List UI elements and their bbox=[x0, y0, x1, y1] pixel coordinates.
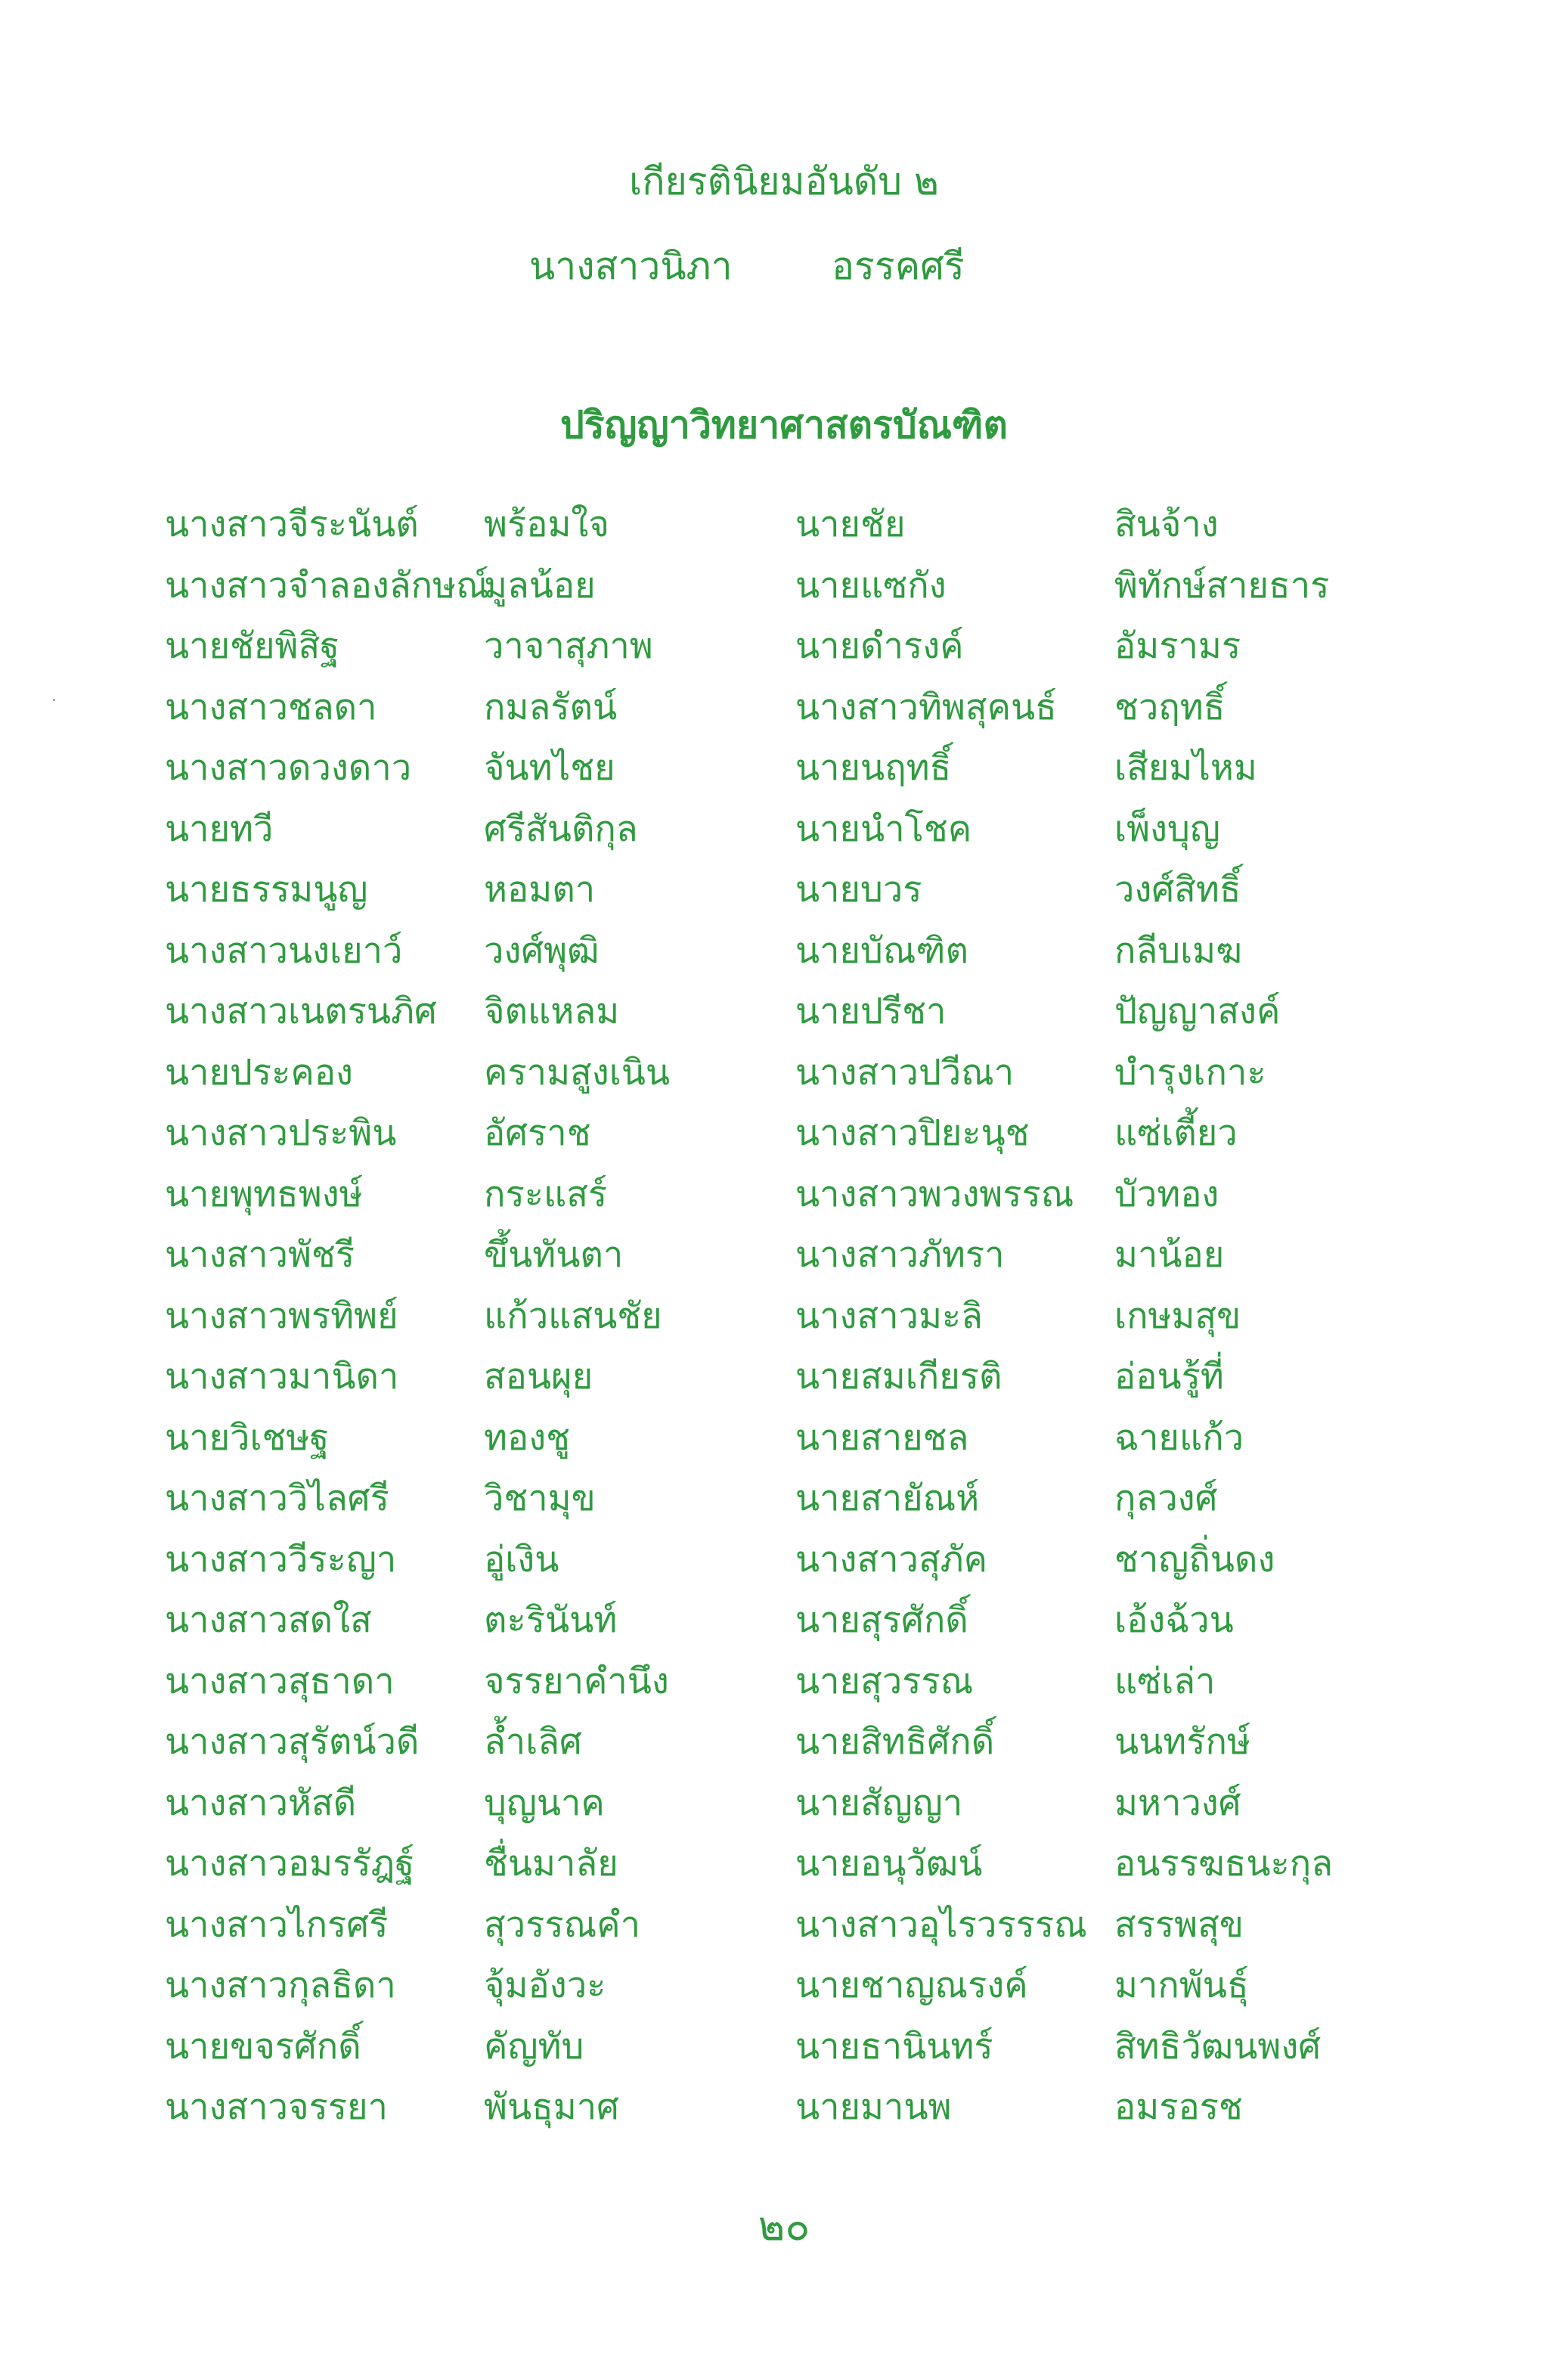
graduate-first-name-right: นางสาวภัทรา bbox=[795, 1234, 1005, 1276]
graduate-row bbox=[0, 1963, 1568, 2024]
graduate-first-name-right: นายมานพ bbox=[795, 2086, 952, 2128]
graduate-first-name-right: นายบวร bbox=[795, 869, 922, 910]
graduate-first-name-right: นายสุรศักดิ์ bbox=[795, 1599, 968, 1641]
graduate-row bbox=[0, 989, 1568, 1050]
graduate-last-name-right: เอ้งฉ้วน bbox=[1114, 1599, 1234, 1641]
graduate-first-name-left: นางสาวเนตรนภิศ bbox=[165, 991, 437, 1032]
graduate-row bbox=[0, 1354, 1568, 1416]
graduate-last-name-right: แซ่เล่า bbox=[1114, 1660, 1216, 1702]
graduate-first-name-right: นายสมเกียรติ bbox=[795, 1356, 1002, 1397]
graduate-last-name-right: บัวทอง bbox=[1114, 1173, 1219, 1215]
graduate-last-name-left: สอนผุย bbox=[484, 1356, 593, 1397]
graduate-row bbox=[0, 2085, 1568, 2146]
graduate-first-name-right: นางสาวปิยะนุช bbox=[795, 1112, 1030, 1154]
graduate-row bbox=[0, 807, 1568, 868]
graduate-last-name-left: ขึ้นทันตา bbox=[484, 1234, 624, 1276]
graduate-row bbox=[0, 1416, 1568, 1477]
graduate-first-name-right: นายธานินทร์ bbox=[795, 2025, 993, 2067]
graduate-first-name-left: นางสาววิไลศรี bbox=[165, 1478, 389, 1519]
graduate-first-name-right: นายสิทธิศักดิ์ bbox=[795, 1721, 995, 1763]
graduate-last-name-right: แซ่เตี้ยว bbox=[1114, 1112, 1238, 1154]
graduate-last-name-left: จรรยาคำนึง bbox=[484, 1660, 669, 1702]
graduate-first-name-right: นายนำโชค bbox=[795, 808, 972, 850]
graduate-first-name-left: นายธรรมนูญ bbox=[165, 869, 368, 910]
graduate-first-name-right: นายนฤทธิ์ bbox=[795, 747, 952, 789]
graduate-first-name-right: นายดำรงค์ bbox=[795, 625, 964, 667]
graduate-first-name-left: นางสาวกุลธิดา bbox=[165, 1965, 396, 2006]
graduate-first-name-right: นางสาวสุภัค bbox=[795, 1538, 988, 1580]
graduate-row bbox=[0, 685, 1568, 746]
graduate-last-name-left: ล้ำเลิศ bbox=[484, 1721, 582, 1763]
graduate-last-name-right: อมรอรช bbox=[1114, 2086, 1243, 2128]
graduate-last-name-left: จันทไชย bbox=[484, 747, 615, 789]
graduate-last-name-right: สรรพสุข bbox=[1114, 1903, 1244, 1946]
graduate-row bbox=[0, 746, 1568, 807]
graduate-last-name-left: พันธุมาศ bbox=[484, 2086, 620, 2128]
graduate-last-name-right: ชวฤทธิ์ bbox=[1114, 686, 1226, 728]
graduate-last-name-right: สินจ้าง bbox=[1114, 504, 1219, 545]
graduate-first-name-left: นางสาวจรรยา bbox=[165, 2086, 388, 2128]
graduate-first-name-left: นางสาวชลดา bbox=[165, 686, 377, 728]
graduate-row bbox=[0, 1537, 1568, 1599]
honors-name-row bbox=[0, 243, 1568, 289]
graduate-last-name-left: จุ้มอังวะ bbox=[484, 1965, 606, 2006]
graduate-first-name-right: นายชาญณรงค์ bbox=[795, 1965, 1028, 2006]
graduate-first-name-right: นายสัญญา bbox=[795, 1782, 963, 1824]
graduate-row bbox=[0, 1294, 1568, 1355]
graduate-row bbox=[0, 2024, 1568, 2086]
graduate-first-name-right: นายสายชล bbox=[795, 1416, 969, 1459]
graduate-first-name-left: นางสาวดวงดาว bbox=[165, 747, 412, 789]
graduate-first-name-left: นางสาวจำลองลักษณ์ bbox=[165, 564, 489, 606]
graduate-row bbox=[0, 1111, 1568, 1172]
graduate-row bbox=[0, 1598, 1568, 1659]
graduate-first-name-left: นางสาวพัชรี bbox=[165, 1234, 355, 1276]
graduate-first-name-left: นางสาวนงเยาว์ bbox=[165, 929, 403, 972]
graduate-row bbox=[0, 1720, 1568, 1781]
graduate-first-name-right: นางสาวทิพสุคนธ์ bbox=[795, 686, 1057, 728]
graduate-last-name-right: มากพันธุ์ bbox=[1114, 1965, 1249, 2006]
graduate-last-name-right: ชาญถิ่นดง bbox=[1114, 1538, 1275, 1580]
graduate-first-name-right: นายแซกัง bbox=[795, 564, 947, 606]
graduate-row bbox=[0, 563, 1568, 625]
graduate-first-name-right: นางสาวปวีณา bbox=[795, 1051, 1015, 1093]
page-number: ๒๐ bbox=[758, 2202, 810, 2250]
graduate-row bbox=[0, 1903, 1568, 1964]
graduate-last-name-right: มาน้อย bbox=[1114, 1234, 1225, 1276]
graduate-last-name-left: ชื่นมาลัย bbox=[484, 1843, 618, 1884]
graduate-first-name-left: นายประคอง bbox=[165, 1051, 353, 1093]
graduate-row bbox=[0, 1781, 1568, 1842]
graduate-last-name-right: พิทักษ์สายธาร bbox=[1114, 564, 1330, 606]
graduate-first-name-left: นางสาวประพิน bbox=[165, 1112, 397, 1154]
graduate-last-name-left: ตะรินันท์ bbox=[484, 1599, 618, 1641]
honors-first-name: นางสาวนิภา bbox=[529, 244, 733, 288]
graduate-last-name-right: เสียมไหม bbox=[1114, 747, 1257, 789]
graduate-first-name-left: นางสาวมานิดา bbox=[165, 1356, 399, 1397]
graduate-first-name-left: นางสาวพรทิพย์ bbox=[165, 1295, 398, 1337]
graduate-first-name-right: นางสาวอุไรวรรรณ bbox=[795, 1903, 1087, 1946]
graduate-first-name-left: นายทวี bbox=[165, 808, 274, 850]
graduate-first-name-right: นางสาวพวงพรรณ bbox=[795, 1173, 1074, 1215]
graduate-last-name-left: คัญทับ bbox=[484, 2025, 584, 2067]
graduate-first-name-left: นางสาวสดใส bbox=[165, 1599, 372, 1641]
graduate-first-name-left: นายพุทธพงษ์ bbox=[165, 1173, 363, 1215]
graduate-first-name-right: นายปรีชา bbox=[795, 991, 947, 1032]
graduate-last-name-left: หอมตา bbox=[484, 869, 596, 910]
honors-last-name: อรรคศรี bbox=[832, 244, 965, 288]
graduate-row bbox=[0, 624, 1568, 685]
graduate-row bbox=[0, 929, 1568, 990]
graduate-first-name-right: นายอนุวัฒน์ bbox=[795, 1843, 983, 1884]
graduate-last-name-right: สิทธิวัฒนพงศ์ bbox=[1114, 2025, 1322, 2067]
graduate-first-name-left: นายชัยพิสิฐ bbox=[165, 625, 340, 667]
graduate-last-name-right: วงศ์สิทธิ์ bbox=[1114, 869, 1241, 910]
graduate-last-name-left: กระแสร์ bbox=[484, 1173, 608, 1215]
graduate-last-name-left: อัศราช bbox=[484, 1112, 591, 1154]
degree-heading: ปริญญาวิทยาศาสตรบัณฑิต bbox=[559, 403, 1009, 447]
graduate-row bbox=[0, 1233, 1568, 1294]
graduate-row bbox=[0, 867, 1568, 929]
graduate-last-name-left: พร้อมใจ bbox=[484, 504, 609, 545]
graduate-last-name-right: เพ็งบุญ bbox=[1114, 808, 1220, 850]
graduate-row bbox=[0, 1476, 1568, 1537]
scan-speck bbox=[53, 699, 55, 701]
graduate-first-name-left: นางสาวสุรัตน์วดี bbox=[165, 1721, 420, 1763]
graduate-last-name-right: กลีบเมฆ bbox=[1114, 929, 1243, 972]
honors-heading: เกียรตินิยมอันดับ ๒ bbox=[629, 160, 939, 203]
graduate-row bbox=[0, 1841, 1568, 1903]
graduate-first-name-left: นางสาววีระญา bbox=[165, 1538, 397, 1580]
graduate-first-name-left: นางสาวอมรรัฎฐ์ bbox=[165, 1843, 415, 1884]
graduate-first-name-right: นายสุวรรณ bbox=[795, 1660, 974, 1702]
graduate-last-name-left: ศรีสันติกุล bbox=[484, 808, 638, 850]
graduate-row bbox=[0, 1172, 1568, 1233]
graduate-last-name-left: วงศ์พุฒิ bbox=[484, 929, 600, 972]
graduate-first-name-left: นางสาวหัสดี bbox=[165, 1782, 357, 1824]
graduate-first-name-left: นายวิเชษฐ bbox=[165, 1416, 330, 1459]
graduate-row bbox=[0, 1050, 1568, 1112]
graduate-last-name-left: สุวรรณคำ bbox=[484, 1903, 641, 1946]
graduate-first-name-left: นางสาวสุธาดา bbox=[165, 1660, 395, 1702]
graduate-last-name-left: จิตแหลม bbox=[484, 991, 620, 1032]
graduate-last-name-left: ทองชู bbox=[484, 1416, 571, 1459]
graduate-last-name-left: บุญนาค bbox=[484, 1782, 605, 1824]
graduate-first-name-right: นางสาวมะลิ bbox=[795, 1295, 983, 1337]
graduate-first-name-left: นางสาวไกรศรี bbox=[165, 1903, 389, 1946]
graduate-last-name-right: ปัญญาสงค์ bbox=[1114, 991, 1281, 1032]
graduate-first-name-right: นายชัย bbox=[795, 504, 906, 545]
graduate-last-name-right: อัมรามร bbox=[1114, 625, 1241, 667]
graduate-row bbox=[0, 502, 1568, 563]
graduate-last-name-right: มหาวงศ์ bbox=[1114, 1782, 1241, 1824]
graduate-last-name-right: อนรรฆธนะกุล bbox=[1114, 1843, 1334, 1884]
graduate-last-name-right: อ่อนรู้ที่ bbox=[1114, 1356, 1224, 1397]
graduate-last-name-left: ครามสูงเนิน bbox=[484, 1051, 671, 1093]
graduate-list bbox=[0, 502, 1568, 2146]
graduate-last-name-right: นนทรักษ์ bbox=[1114, 1721, 1250, 1763]
graduate-first-name-right: นายสายัณห์ bbox=[795, 1478, 980, 1519]
graduate-last-name-right: เกษมสุข bbox=[1114, 1295, 1241, 1337]
graduate-last-name-left: วาจาสุภาพ bbox=[484, 625, 653, 667]
graduate-last-name-left: มูลน้อย bbox=[484, 564, 596, 606]
graduate-last-name-right: บำรุงเกาะ bbox=[1114, 1051, 1266, 1093]
graduate-last-name-left: อู่เงิน bbox=[484, 1538, 559, 1580]
graduate-last-name-left: วิชามุข bbox=[484, 1478, 596, 1519]
graduate-last-name-right: ฉายแก้ว bbox=[1114, 1416, 1244, 1459]
graduate-last-name-left: กมลรัตน์ bbox=[484, 686, 618, 728]
graduate-first-name-left: นายขจรศักดิ์ bbox=[165, 2025, 361, 2067]
graduate-first-name-right: นายบัณฑิต bbox=[795, 929, 969, 972]
graduate-last-name-left: แก้วแสนชัย bbox=[484, 1295, 662, 1337]
graduate-last-name-right: กุลวงศ์ bbox=[1114, 1478, 1218, 1519]
graduate-row bbox=[0, 1659, 1568, 1720]
graduate-first-name-left: นางสาวจีระนันต์ bbox=[165, 504, 419, 545]
